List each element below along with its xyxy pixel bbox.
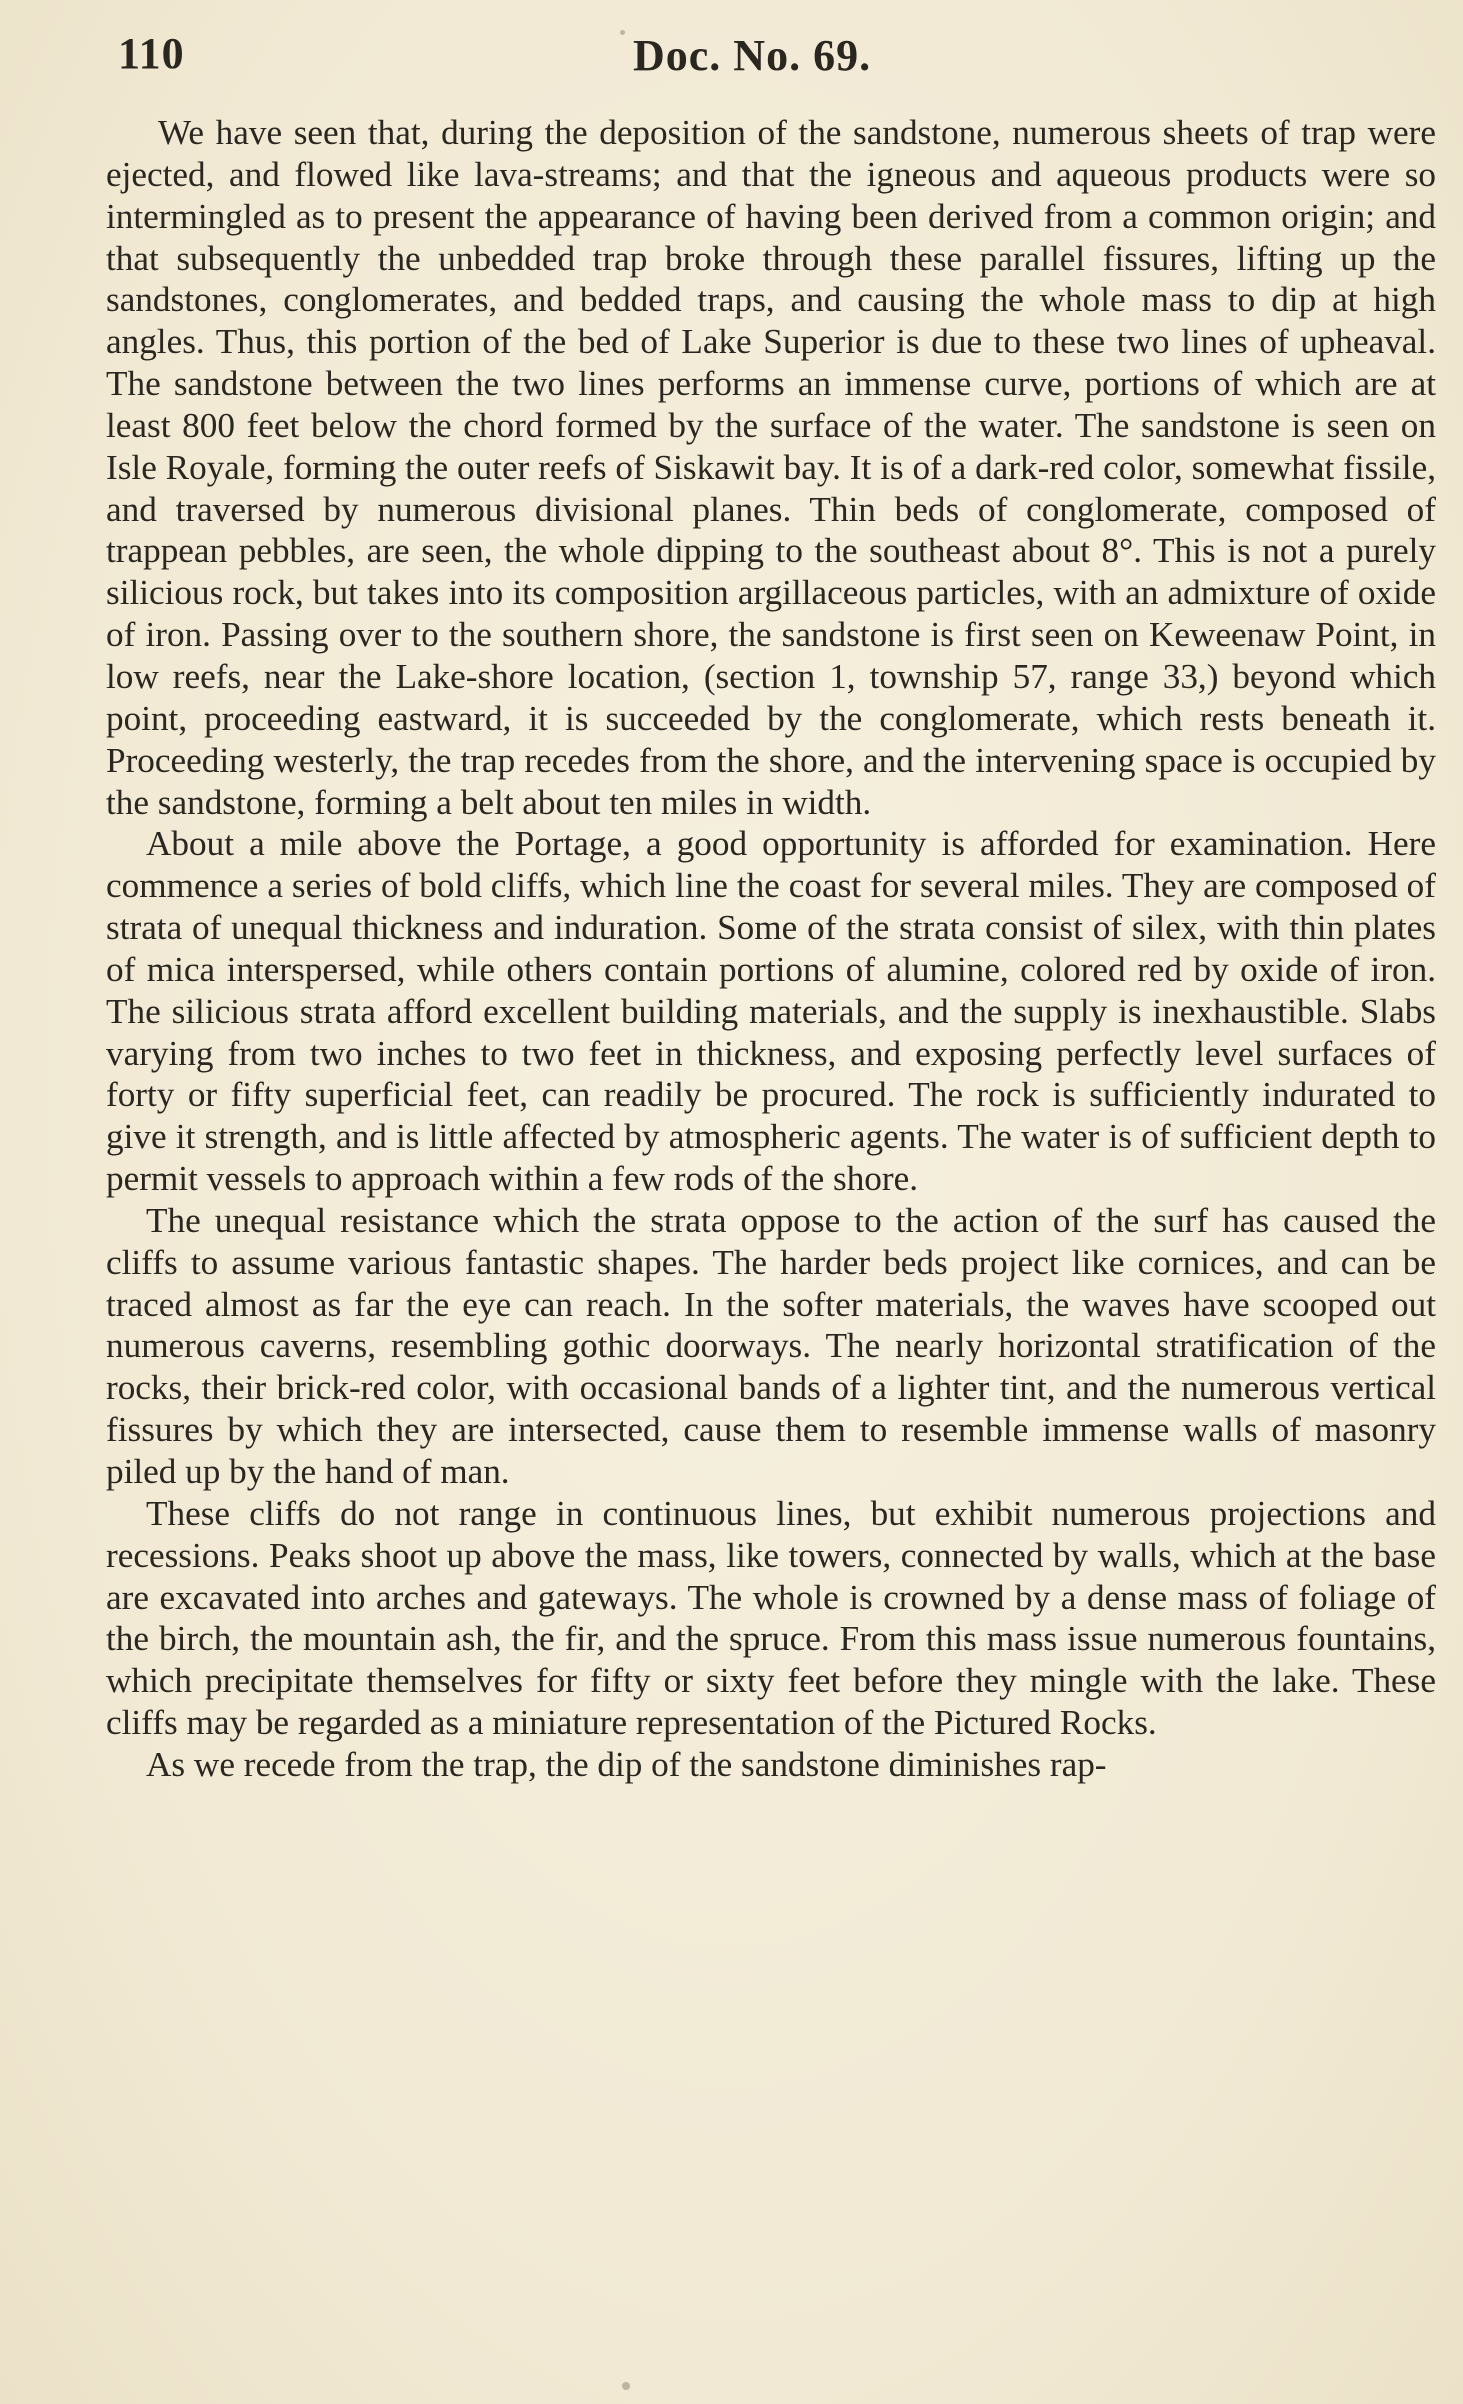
document-title: Doc. No. 69. bbox=[633, 31, 872, 80]
page-header bbox=[118, 20, 1428, 90]
body-text bbox=[106, 112, 1436, 1786]
paragraph-fragment: As we recede from the trap, the dip of the sandstone diminishes rap- bbox=[146, 1744, 1107, 1784]
ink-speck bbox=[620, 30, 625, 35]
paragraph: These cliffs do not range in continuous lines, but exhibit numerous projections and recessions. Peaks shoot up above the mass, like towers, connected by walls, which at the base are excavated into arches and gateways. The whole is crowned by a dense mass of foliage of the birch, the mountain ash, the fir, and the spruce. From this mass issue numerous fountains, which precipitate themselves for fifty or sixty feet before they mingle with the lake. These cliffs may be regarded as a miniature representation of the Pictured Rocks. bbox=[106, 1493, 1436, 1743]
paragraph: About a mile above the Portage, a good opportunity is afforded for examination. Here commence a series of bold cliffs, which line the coast for several miles. They are composed of strata of unequal thickness and induration. Some of the strata consist of silex, with thin plates of mica interspersed, while others contain portions of alumine, colored red by oxide of iron. The silicious strata afford excellent building materials, and the supply is inexhaustible. Slabs varying from two inches to two feet in thickness, and exposing perfectly level surfaces of forty or fifty superficial feet, can readily be procured. The rock is sufficiently indurated to give it strength, and is little affected by atmospheric agents. The water is of sufficient depth to permit vessels to approach within a few rods of the shore. bbox=[106, 824, 1436, 1199]
page-number: 110 bbox=[118, 29, 185, 78]
ink-speck bbox=[622, 2382, 630, 2390]
paragraph: The unequal resistance which the strata oppose to the action of the surf has caused the cliffs to assume various fantastic shapes. The harder beds project like cornices, and can be traced almost as far the eye can reach. In the softer materials, the waves have scooped out numerous caverns, resembling gothic doorways. The nearly horizontal stratification of the rocks, their brick-red color, with occasional bands of a lighter tint, and the numerous vertical fissures by which they are intersected, cause them to resemble immense walls of masonry piled up by the hand of man. bbox=[106, 1200, 1436, 1491]
paragraph: We have seen that, during the deposition of the sandstone, numerous sheets of trap were ejected, and flowed like lava-streams; and that the igneous and aqueous products were so intermingled as to present the appearance of having been derived from a common origin; and that subsequently the unbedded trap broke through these parallel fissures, lifting up the sandstones, conglomerates, and bedded traps, and causing the whole mass to dip at high angles. Thus, this portion of the bed of Lake Superior is due to these two lines of upheaval. The sandstone between the two lines performs an immense curve, portions of which are at least 800 feet below the chord formed by the surface of the water. The sandstone is seen on Isle Royale, forming the outer reefs of Siskawit bay. It is of a dark-red color, somewhat fissile, and traversed by numerous divisional planes. Thin beds of conglomerate, composed of trappean pebbles, are seen, the whole dipping to the southeast about 8°. This is not a purely silicious rock, but takes into its composition argillaceous particles, with an admixture of oxide of iron. Passing over to the southern shore, the sandstone is first seen on Keweenaw Point, in low reefs, near the Lake-shore location, (section 1, township 57, range 33,) beyond which point, proceeding eastward, it is succeeded by the conglomerate, which rests beneath it. Proceeding westerly, the trap recedes from the shore, and the intervening space is occupied by the sandstone, forming a belt about ten miles in width. bbox=[106, 113, 1436, 822]
